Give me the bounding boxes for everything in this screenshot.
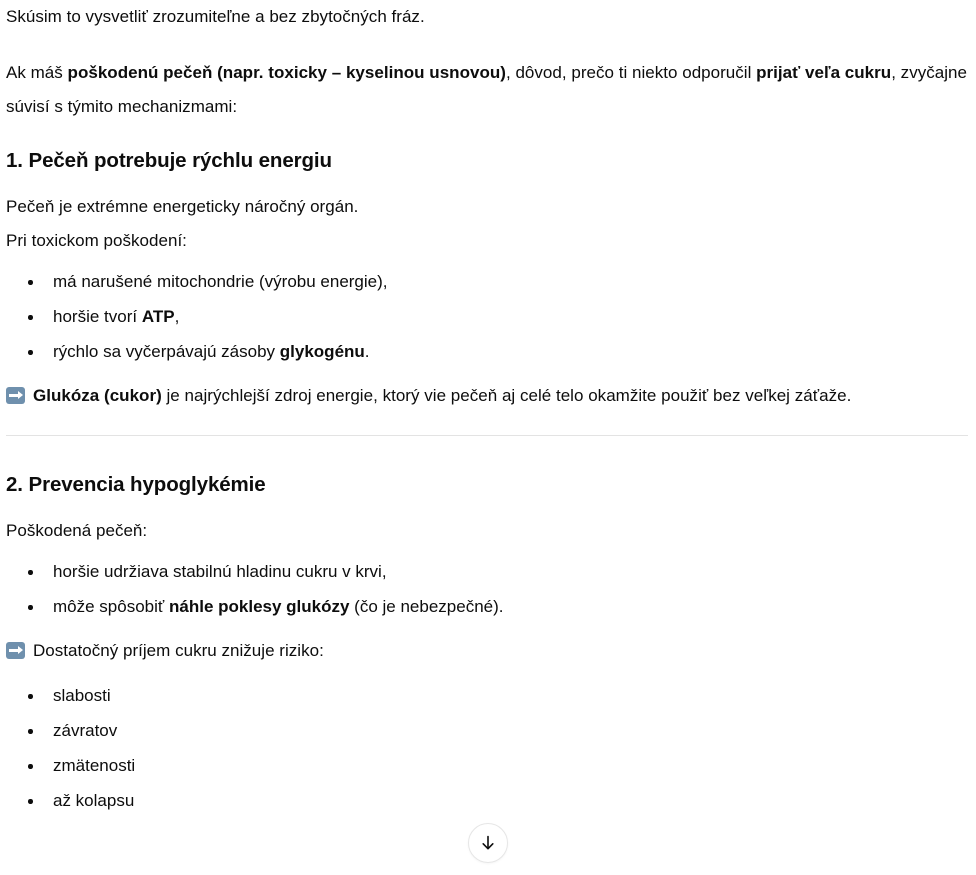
spacer [6,668,968,678]
section-2-risk-list [6,678,968,818]
spacer [6,176,968,190]
list-item [6,713,968,748]
spacer [6,413,968,435]
bullet-text-bold: ATP [141,307,175,326]
section-2-line-1: Poškodená pečeň: [6,521,148,540]
arrow-down-icon [479,834,497,852]
bullet-text-pre: horšie tvorí [53,307,142,326]
bullet-text-pre: rýchlo sa vyčerpávajú zásoby [53,342,280,361]
callout-bold-glucose: Glukóza (cukor) [33,386,162,405]
list-item [6,678,968,713]
bullet-text-post: . [364,342,370,361]
section-1-line-1: Pečeň je extrémne energeticky náročný orgán. [6,197,359,216]
spacer [6,500,968,514]
list-item [6,783,968,818]
list-item [6,554,968,589]
bullet-text: horšie udržiava stabilnú hladinu cukru v krvi, [53,562,387,581]
section-1-bullet-list [6,264,968,369]
right-arrow-emoji-icon [6,387,25,404]
bullet-text: zmätenosti [53,756,136,775]
context-paragraph [6,56,968,124]
bullet-text-bold: glykogénu [279,342,365,361]
section-1-line-2: Pri toxickom poškodení: [6,231,187,250]
spacer [6,124,968,146]
list-item [6,334,968,369]
bullet-text-post: (čo je nebezpečné). [349,597,504,616]
spacer [6,624,968,634]
bullet-text: má narušené mitochondrie (výrobu energie), [53,272,388,291]
section-2-callout [6,634,968,668]
bullet-text: až kolapsu [53,791,135,810]
list-item [6,589,968,624]
list-item [6,748,968,783]
spacer [6,34,968,56]
bullet-text-bold: náhle poklesy glukózy [169,597,350,616]
list-item [6,264,968,299]
bullet-text-pre: môže spôsobiť [53,597,169,616]
context-text-part3: , zvyčajne súvisí s týmito mechanizmami: [6,63,967,116]
list-item [6,299,968,334]
spacer [6,369,968,379]
callout-text: je najrýchlejší zdroj energie, ktorý vie pečeň aj celé telo okamžite použiť bez veľkej záťaže. [161,386,852,405]
context-bold-sugar-intake: prijať veľa cukru [756,63,892,82]
scroll-to-bottom-button[interactable] [468,823,508,863]
callout-text: Dostatočný príjem cukru znižuje riziko: [33,641,324,660]
section-2-bullet-list [6,554,968,624]
context-text-part2: , dôvod, prečo ti niekto odporučil [505,63,757,82]
bullet-text: závratov [53,721,118,740]
bullet-text-post: , [174,307,180,326]
section-1-callout [6,379,968,413]
spacer [6,436,968,470]
bullet-text: slabosti [53,686,111,705]
intro-paragraph: Skúsim to vysvetliť zrozumiteľne a bez zbytočných fráz. [6,7,425,26]
section-2-heading: 2. Prevencia hypoglykémie [6,473,266,496]
right-arrow-emoji-icon [6,642,25,659]
context-text-part1: Ak máš [6,63,68,82]
section-1-heading: 1. Pečeň potrebuje rýchlu energiu [6,149,332,172]
context-bold-damaged-liver: poškodenú pečeň (napr. toxicky – kyselinou usnovou) [67,63,506,82]
